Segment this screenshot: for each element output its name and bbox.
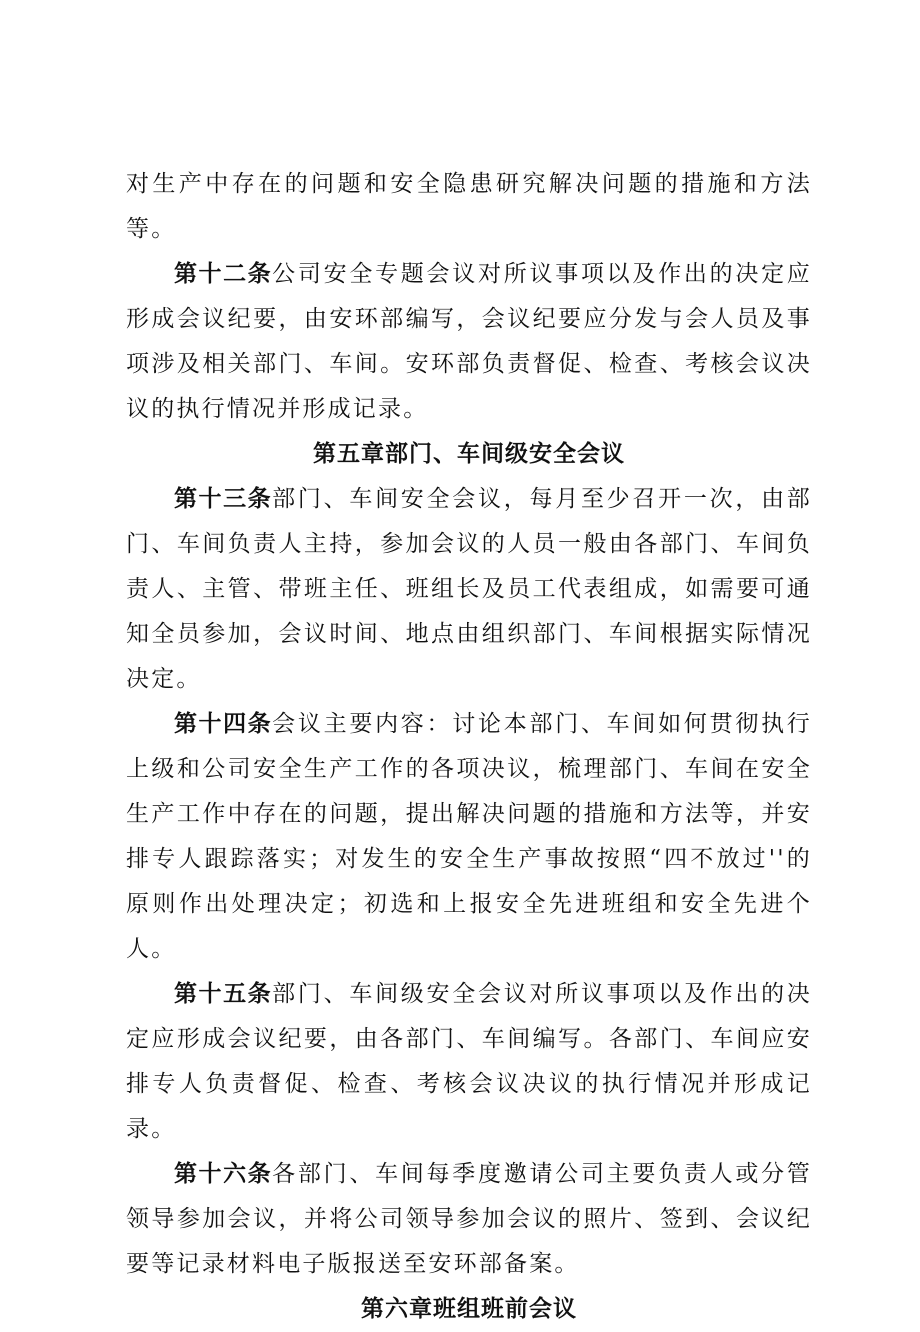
chapter-heading-6: 第六章班组班前会议: [361, 1296, 577, 1322]
article-label: 第十二条: [174, 261, 273, 287]
article-label: 第十六条: [174, 1161, 273, 1187]
article-label: 第十五条: [174, 981, 273, 1007]
article-text: 会议主要内容：讨论本部门、车间如何贯彻执行上级和公司安全生产工作的各项决议，梳理部门、车间在安全生产工作中存在的问题，提出解决问题的措施和方法等，并安排专人跟踪落实；对发生的安全生产事故按照“四不放过''的原则作出处理决定；初选和上报安全先进班组和安全先进个人。: [126, 711, 813, 962]
article-13: [126, 477, 812, 702]
article-14: [126, 702, 812, 972]
article-label: 第十四条: [174, 711, 273, 737]
document-body: [126, 162, 812, 1332]
article-16: [126, 1152, 812, 1287]
article-text: 各部门、车间每季度邀请公司主要负责人或分管领导参加会议，并将公司领导参加会议的照片、签到、会议纪要等记录材料电子版报送至安环部备案。: [126, 1161, 813, 1277]
article-label: 第十三条: [174, 486, 273, 512]
article-12: [126, 252, 812, 432]
article-15: [126, 972, 812, 1152]
paragraph-text: 对生产中存在的问题和安全隐患研究解决问题的措施和方法等。: [126, 171, 812, 242]
article-text: 公司安全专题会议对所议事项以及作出的决定应形成会议纪要，由安环部编写，会议纪要应分发与会人员及事项涉及相关部门、车间。安环部负责督促、检查、考核会议决议的执行情况并形成记录。: [126, 261, 813, 422]
paragraph-continuation: [126, 162, 812, 252]
article-text: 部门、车间安全会议，每月至少召开一次，由部门、车间负责人主持，参加会议的人员一般由各部门、车间负责人、主管、带班主任、班组长及员工代表组成，如需要可通知全员参加，会议时间、地点由组织部门、车间根据实际情况决定。: [126, 486, 813, 692]
article-text: 部门、车间级安全会议对所议事项以及作出的决定应形成会议纪要，由各部门、车间编写。各部门、车间应安排专人负责督促、检查、考核会议决议的执行情况并形成记录。: [126, 981, 813, 1142]
chapter-heading-5: 第五章部门、车间级安全会议: [313, 441, 625, 467]
